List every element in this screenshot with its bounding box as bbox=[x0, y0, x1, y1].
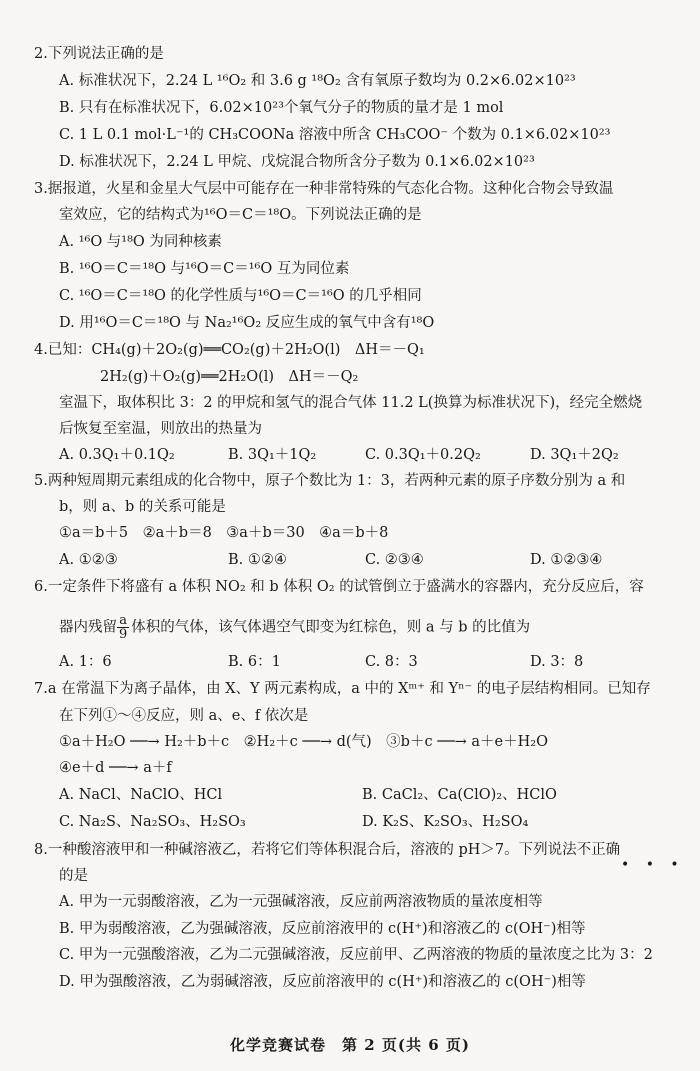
q2-option-a: A. 标准状况下，2.24 L ¹⁶O₂ 和 3.6 g ¹⁸O₂ 含有氧原子数均为 0.2×6.02×10²³ bbox=[59, 73, 576, 89]
q6-fraction-numerator: a bbox=[117, 614, 129, 628]
q6-option-d: D. 3：8 bbox=[530, 654, 584, 670]
q6-fraction-denominator: 9 bbox=[119, 627, 128, 642]
q2-stem: 2.下列说法正确的是 bbox=[34, 46, 164, 62]
q6-fraction bbox=[117, 614, 129, 641]
q8-stem-line2: 的是 bbox=[59, 868, 88, 884]
q3-stem-line1: 3.据报道，火星和金星大气层中可能存在一种非常特殊的气态化合物。这种化合物会导致温 bbox=[34, 181, 614, 197]
q3-option-c: C. ¹⁶O＝C＝¹⁸O 的化学性质与¹⁶O＝C＝¹⁶O 的几乎相同 bbox=[59, 288, 422, 304]
q5-option-d: D. ①②③④ bbox=[530, 552, 603, 568]
q8-option-b: B. 甲为弱酸溶液，乙为强碱溶液，反应前溶液甲的 c(H⁺)和溶液乙的 c(OH⁻)相等 bbox=[59, 921, 586, 937]
q4-stem-line2: 后恢复至室温，则放出的热量为 bbox=[59, 421, 262, 437]
q5-option-b: B. ①②④ bbox=[228, 552, 287, 568]
q4-option-d: D. 3Q₁＋2Q₂ bbox=[530, 447, 619, 463]
q6-stem-line1: 6.一定条件下将盛有 a 体积 NO₂ 和 b 体积 O₂ 的试管倒立于盛满水的容器内，充分反应后，容 bbox=[34, 579, 644, 595]
q6-option-a: A. 1：6 bbox=[59, 654, 112, 670]
q5-option-a: A. ①②③ bbox=[59, 552, 118, 568]
q8-option-d: D. 甲为强酸溶液，乙为弱碱溶液，反应前溶液甲的 c(H⁺)和溶液乙的 c(OH⁻)相等 bbox=[59, 974, 586, 990]
q6-stem-line2 bbox=[59, 614, 530, 641]
q3-option-d: D. 用¹⁶O＝C＝¹⁸O 与 Na₂¹⁶O₂ 反应生成的氧气中含有¹⁸O bbox=[59, 315, 435, 331]
q8-stem-line1: 8.一种酸溶液甲和一种碱溶液乙，若将它们等体积混合后，溶液的 pH＞7。下列说法不正确 bbox=[34, 842, 621, 858]
q7-option-d: D. K₂S、K₂SO₃、H₂SO₄ bbox=[362, 814, 529, 830]
q3-stem-line2: 室效应，它的结构式为¹⁶O＝C＝¹⁸O。下列说法正确的是 bbox=[59, 207, 422, 223]
q4-option-c: C. 0.3Q₁＋0.2Q₂ bbox=[365, 447, 481, 463]
q7-reactions-line1: ①a＋H₂O ──→ H₂＋b＋c ②H₂＋c ──→ d(气) ③b＋c ──→ a＋e＋H₂O bbox=[59, 734, 548, 750]
q4-equation-1: 4.已知：CH₄(g)＋2O₂(g)══CO₂(g)＋2H₂O(l) ΔH＝－Q₁ bbox=[34, 342, 425, 358]
q2-option-d: D. 标准状况下，2.24 L 甲烷、戊烷混合物所含分子数为 0.1×6.02×10²³ bbox=[59, 154, 535, 170]
page-footer: 化学竞赛试卷 第 2 页(共 6 页) bbox=[230, 1036, 470, 1054]
q6-stem-pre: 器内残留 bbox=[59, 619, 117, 636]
q5-conditions: ①a＝b＋5 ②a＋b＝8 ③a＋b＝30 ④a＝b＋8 bbox=[59, 525, 389, 541]
q7-option-a: A. NaCl、NaClO、HCl bbox=[59, 787, 223, 803]
q3-option-a: A. ¹⁶O 与¹⁸O 为同种核素 bbox=[59, 234, 222, 250]
q7-stem-line2: 在下列①～④反应，则 a、e、f 依次是 bbox=[59, 708, 309, 724]
q4-stem-line1: 室温下，取体积比 3：2 的甲烷和氢气的混合气体 11.2 L(换算为标准状况下)，经完全燃烧 bbox=[59, 395, 643, 411]
q8-option-a: A. 甲为一元弱酸溶液，乙为一元强碱溶液，反应前两溶液物质的量浓度相等 bbox=[59, 894, 543, 910]
q7-option-c: C. Na₂S、Na₂SO₃、H₂SO₃ bbox=[59, 814, 246, 830]
q7-stem-line1: 7.a 在常温下为离子晶体，由 X、Y 两元素构成，a 中的 Xᵐ⁺ 和 Yⁿ⁻ 的电子层结构相同。已知存 bbox=[34, 681, 651, 697]
q6-option-b: B. 6：1 bbox=[228, 654, 281, 670]
q4-option-b: B. 3Q₁＋1Q₂ bbox=[228, 447, 317, 463]
q5-stem-line1: 5.两种短周期元素组成的化合物中，原子个数比为 1：3，若两种元素的原子序数分别为 a 和 bbox=[34, 473, 626, 489]
q5-stem-line2: b，则 a、b 的关系可能是 bbox=[59, 499, 226, 515]
q4-equation-2: 2H₂(g)＋O₂(g)══2H₂O(l) ΔH＝－Q₂ bbox=[100, 369, 359, 385]
q6-option-c: C. 8：3 bbox=[365, 654, 418, 670]
q2-option-b: B. 只有在标准状况下，6.02×10²³个氧气分子的物质的量才是 1 mol bbox=[59, 100, 504, 116]
q3-option-b: B. ¹⁶O＝C＝¹⁸O 与¹⁶O＝C＝¹⁶O 互为同位素 bbox=[59, 261, 350, 277]
q2-option-c: C. 1 L 0.1 mol·L⁻¹的 CH₃COONa 溶液中所含 CH₃COO⁻ 个数为 0.1×6.02×10²³ bbox=[59, 127, 611, 143]
q8-option-c: C. 甲为一元强酸溶液，乙为二元强碱溶液，反应前甲、乙两溶液的物质的量浓度之比为 3：2 bbox=[59, 947, 653, 963]
q7-option-b: B. CaCl₂、Ca(ClO)₂、HClO bbox=[362, 787, 557, 803]
q6-stem-post: 体积的气体，该气体遇空气即变为红棕色，则 a 与 b 的比值为 bbox=[131, 619, 531, 636]
q4-option-a: A. 0.3Q₁＋0.1Q₂ bbox=[59, 447, 175, 463]
q5-option-c: C. ②③④ bbox=[365, 552, 424, 568]
q7-reactions-line2: ④e＋d ──→ a＋f bbox=[59, 760, 172, 776]
q8-emphasis-dots: • • • bbox=[621, 857, 685, 873]
